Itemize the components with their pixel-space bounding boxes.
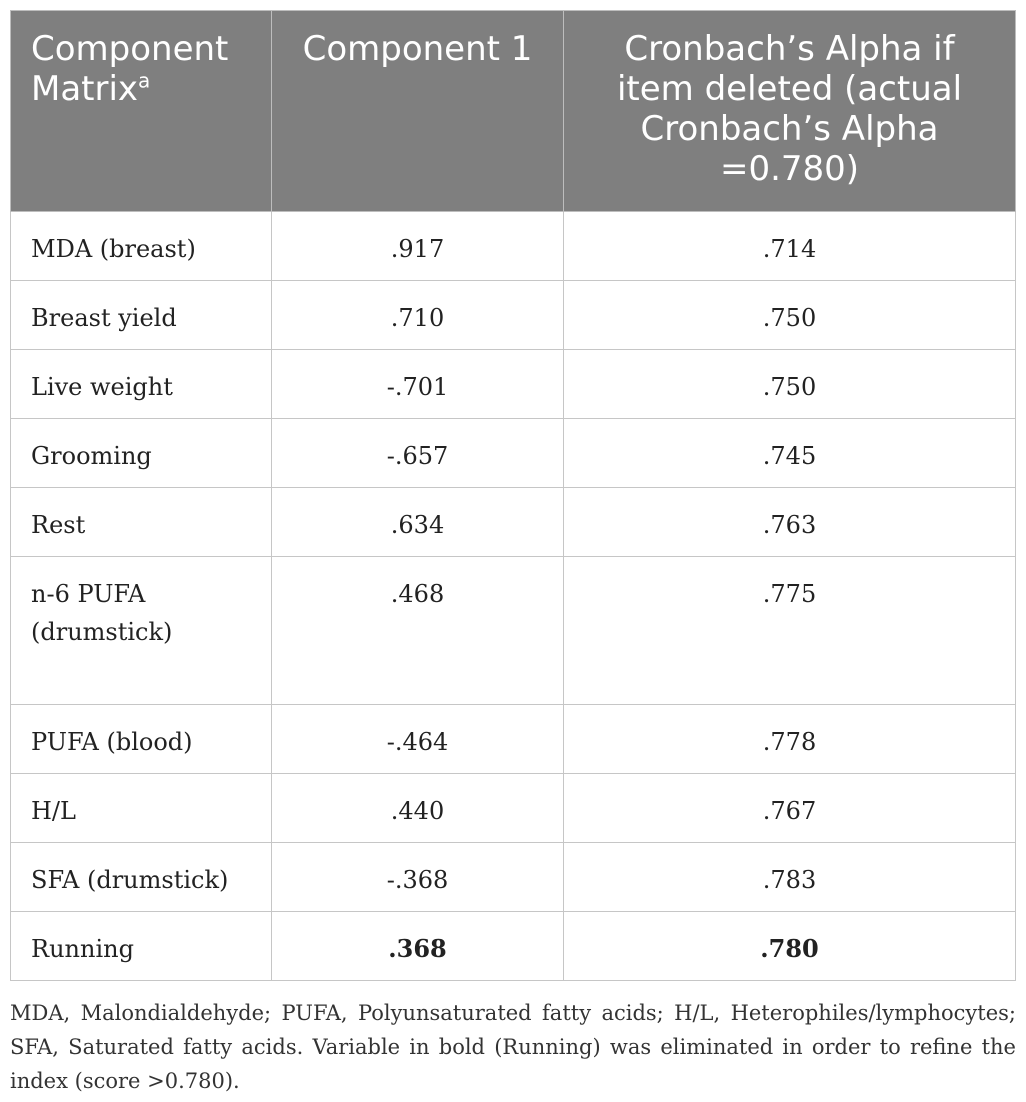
row-alpha-if-deleted-value: .775: [564, 557, 1016, 705]
table-row: [11, 212, 1016, 281]
row-alpha-if-deleted-value: .778: [564, 705, 1016, 774]
row-alpha-if-deleted-value: .763: [564, 488, 1016, 557]
row-component-1-value: -.657: [272, 419, 564, 488]
table-row: [11, 281, 1016, 350]
data-table-container: [10, 10, 1015, 981]
header-component-1: Component 1: [272, 11, 564, 212]
row-component-1-value: -.701: [272, 350, 564, 419]
row-component-1-value: .634: [272, 488, 564, 557]
table-row: [11, 705, 1016, 774]
row-alpha-if-deleted-value: .780: [564, 912, 1016, 981]
row-variable-name: PUFA (blood): [11, 705, 272, 774]
row-alpha-if-deleted-value: .783: [564, 843, 1016, 912]
row-component-1-value: .917: [272, 212, 564, 281]
table-footnote: MDA, Malondialdehyde; PUFA, Polyunsaturated fatty acids; H/L, Heterophiles/lymphocytes; SFA, Saturated fatty acids. Variable in bold (Running) was eliminated in order to refine the index (score >0.780).: [10, 1001, 1016, 1093]
row-alpha-if-deleted-value: .745: [564, 419, 1016, 488]
table-row: [11, 488, 1016, 557]
row-alpha-if-deleted-value: .714: [564, 212, 1016, 281]
row-variable-name: MDA (breast): [11, 212, 272, 281]
table-row: [11, 774, 1016, 843]
table-row: [11, 350, 1016, 419]
table-row: [11, 557, 1016, 705]
row-variable-name: Grooming: [11, 419, 272, 488]
row-alpha-if-deleted-value: .750: [564, 281, 1016, 350]
row-variable-name-text: n-6 PUFA (drumstick): [31, 580, 173, 646]
table-row: [11, 843, 1016, 912]
row-component-1-value: -.368: [272, 843, 564, 912]
row-variable-name: [11, 557, 272, 705]
row-component-1-value: -.464: [272, 705, 564, 774]
row-variable-name: SFA (drumstick): [11, 843, 272, 912]
row-variable-name: Rest: [11, 488, 272, 557]
header-footnote-marker: a: [138, 68, 151, 93]
row-variable-name: H/L: [11, 774, 272, 843]
row-component-1-value: .710: [272, 281, 564, 350]
row-alpha-if-deleted-value: .750: [564, 350, 1016, 419]
table-row: [11, 419, 1016, 488]
row-variable-name: Live weight: [11, 350, 272, 419]
row-variable-name: Breast yield: [11, 281, 272, 350]
header-component-matrix: [11, 11, 272, 212]
header-cronbach-alpha: Cronbach’s Alpha if item deleted (actual Cronbach’s Alpha =0.780): [564, 11, 1016, 212]
component-matrix-table: [10, 10, 1016, 981]
header-component-matrix-text: Component Matrix: [31, 29, 229, 109]
row-component-1-value: .468: [272, 557, 564, 705]
row-alpha-if-deleted-value: .767: [564, 774, 1016, 843]
row-component-1-value: .440: [272, 774, 564, 843]
row-component-1-value: .368: [272, 912, 564, 981]
row-variable-name: Running: [11, 912, 272, 981]
table-row-eliminated: [11, 912, 1016, 981]
table-header-row: [11, 11, 1016, 212]
